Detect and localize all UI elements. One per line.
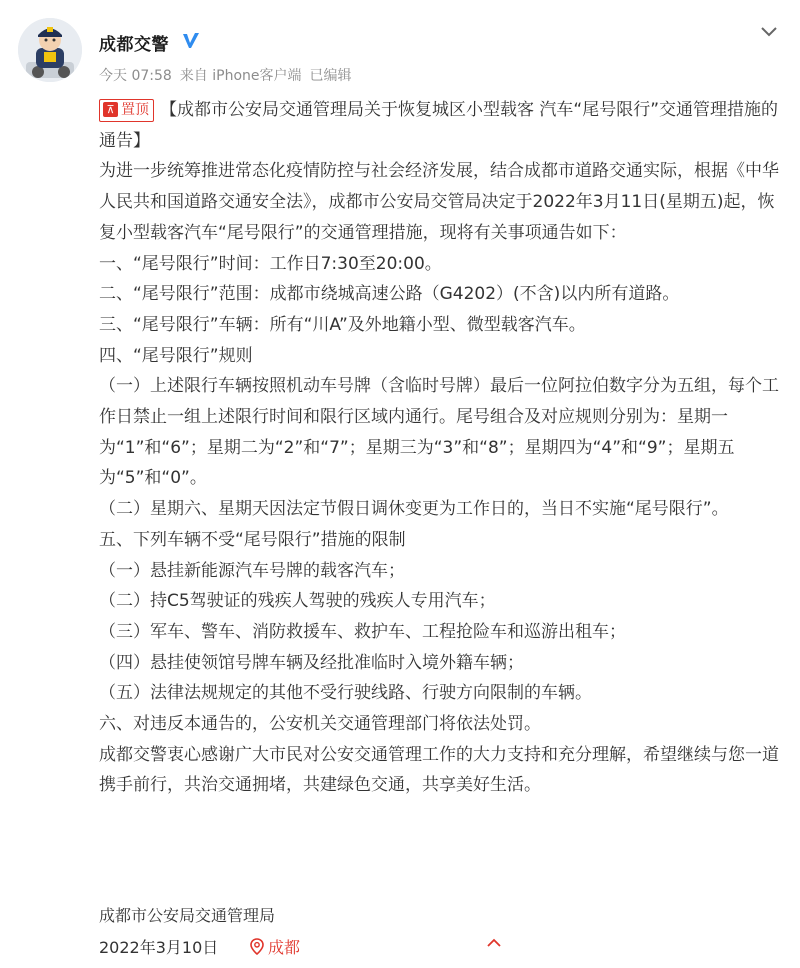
post-time[interactable]: 今天 07:58 bbox=[99, 68, 172, 84]
pin-icon: ⊼ bbox=[103, 102, 118, 117]
verified-icon bbox=[180, 30, 202, 52]
paragraph: （二）星期六、星期天因法定节假日调休变更为工作日的，当日不实施“尾号限行”。 bbox=[99, 499, 729, 520]
edited-label[interactable]: 已编辑 bbox=[309, 68, 352, 84]
headline-paragraph bbox=[99, 95, 779, 156]
post-date: 2022年3月10日 bbox=[99, 938, 219, 957]
paragraph: 二、“尾号限行”范围：成都市绕城高速公路（G4202）(不含)以内所有道路。 bbox=[99, 284, 680, 305]
post-content bbox=[99, 95, 779, 801]
author-name[interactable]: 成都交警 bbox=[99, 35, 169, 55]
paragraph: 为进一步统筹推进常态化疫情防控与社会经济发展，结合成都市道路交通实际，根据《中华人民共和国道路交通安全法》，成都市公安局交管局决定于2022年3月11日(星期五)起，恢复小型载客汽车“尾号限行”的交通管理措施，现将有关事项通告如下： bbox=[99, 161, 779, 243]
avatar[interactable] bbox=[18, 18, 82, 82]
paragraph: 三、“尾号限行”车辆：所有“川A”及外地籍小型、微型载客汽车。 bbox=[99, 314, 586, 335]
paragraph: 成都交警衷心感谢广大市民对公安交通管理工作的大力支持和充分理解，希望继续与您一道携手前行，共治交通拥堵，共建绿色交通，共享美好生活。 bbox=[99, 744, 779, 796]
signature: 成都市公安局交通管理局 bbox=[99, 906, 276, 925]
collapse-icon[interactable] bbox=[486, 936, 502, 950]
paragraph: （一）悬挂新能源汽车号牌的载客汽车； bbox=[99, 560, 405, 581]
paragraph: （四）悬挂使领馆号牌车辆及经批准临时入境外籍车辆； bbox=[99, 652, 524, 673]
pin-badge bbox=[99, 99, 154, 122]
paragraph: 四、“尾号限行”规则 bbox=[99, 345, 253, 366]
location-icon bbox=[250, 938, 264, 955]
post-source: 来自 iPhone客户端 bbox=[179, 68, 302, 84]
chevron-down-icon[interactable] bbox=[758, 22, 780, 40]
paragraph: （五）法律法规规定的其他不受行驶线路、行驶方向限制的车辆。 bbox=[99, 683, 592, 704]
paragraph: 五、下列车辆不受“尾号限行”措施的限制 bbox=[99, 529, 406, 550]
location-label[interactable]: 成都 bbox=[268, 938, 301, 957]
headline: 【成都市公安局交通管理局关于恢复城区小型载客 汽车“尾号限行”交通管理措施的通告】 bbox=[99, 100, 779, 151]
post-meta bbox=[99, 65, 360, 85]
paragraph: （一）上述限行车辆按照机动车号牌（含临时号牌）最后一位阿拉伯数字分为五组，每个工作日禁止一组上述限行时间和限行区域内通行。尾号组合及对应规则分别为：星期一为“1”和“6”；星期二为“2”和“7”；星期三为“3”和“8”；星期四为“4”和“9”；星期五为“5”和“0”。 bbox=[99, 376, 779, 489]
paragraph: （二）持C5驾驶证的残疾人驾驶的残疾人专用汽车； bbox=[99, 591, 496, 612]
paragraph: 一、“尾号限行”时间：工作日7:30至20:00。 bbox=[99, 253, 442, 274]
paragraph: （三）军车、警车、消防救援车、救护车、工程抢险车和巡游出租车； bbox=[99, 621, 626, 642]
pin-label: 置顶 bbox=[121, 102, 149, 118]
location-tag[interactable] bbox=[250, 935, 300, 958]
paragraph: 六、对违反本通告的，公安机关交通管理部门将依法处罚。 bbox=[99, 714, 541, 735]
